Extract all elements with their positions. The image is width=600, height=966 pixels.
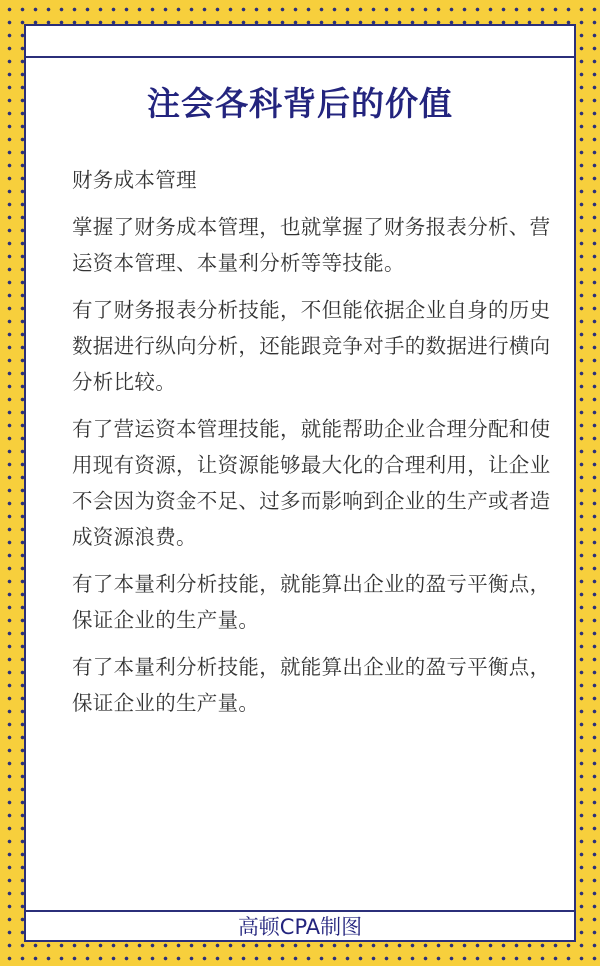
paragraph: 有了本量利分析技能，就能算出企业的盈亏平衡点，保证企业的生产量。: [72, 572, 551, 632]
paragraph: 掌握了财务成本管理，也就掌握了财务报表分析、营运资本管理、本量利分析等等技能。: [72, 215, 551, 275]
paragraph: 有了本量利分析技能，就能算出企业的盈亏平衡点，保证企业的生产量。: [72, 655, 551, 715]
footer-credit: 高顿CPA制图: [237, 915, 363, 939]
bottom-divider: [26, 910, 574, 912]
top-divider: [26, 56, 574, 58]
section-heading: 财务成本管理: [72, 168, 197, 192]
page-title: 注会各科背后的价值: [147, 84, 453, 123]
content-card: [24, 24, 576, 942]
paragraph: 有了财务报表分析技能，不但能依据企业自身的历史数据进行纵向分析，还能跟竞争对手的数据进行横向分析比较。: [72, 298, 551, 394]
paragraph: 有了营运资本管理技能，就能帮助企业合理分配和使用现有资源，让资源能够最大化的合理利用，让企业不会因为资金不足、过多而影响到企业的生产或者造成资源浪费。: [72, 417, 551, 549]
article-body: [72, 162, 552, 732]
